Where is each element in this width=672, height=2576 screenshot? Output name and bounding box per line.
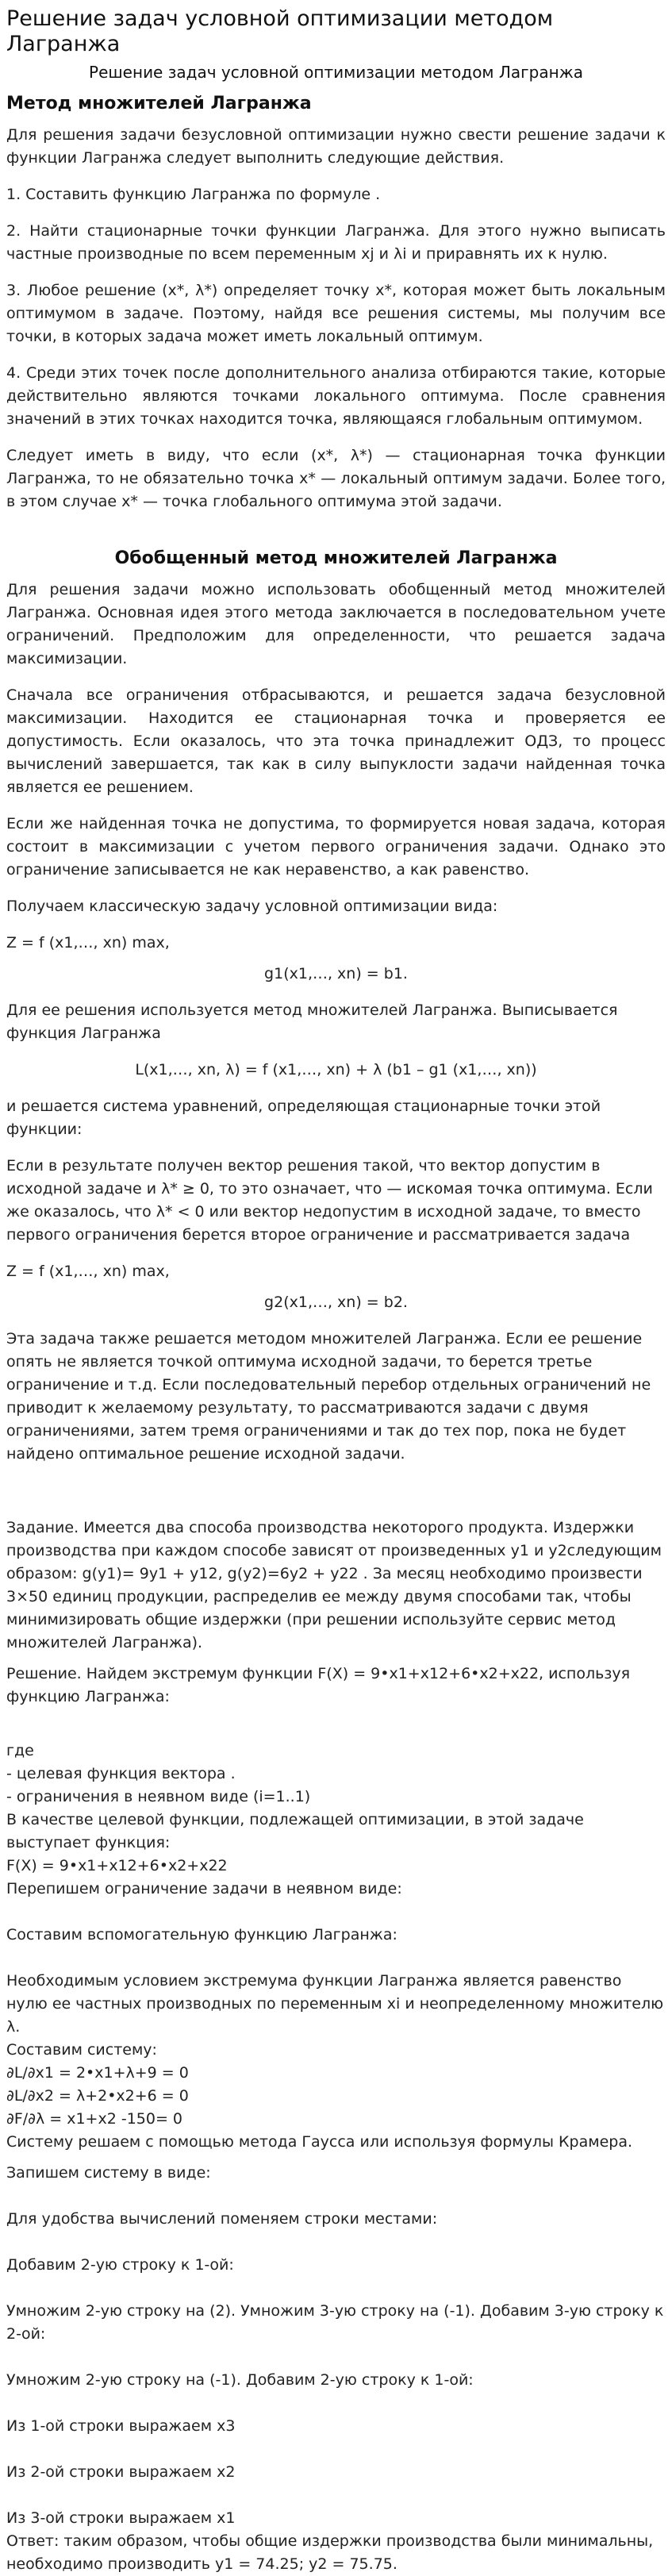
step-line: Умножим 2-ую строку на (-1). Добавим 2-ую строку к 1-ой:	[6, 2371, 474, 2389]
text-line: F(X) = 9•x1+x12+6•x2+x22	[6, 1857, 228, 1874]
formula: Z = f (x1,…, xn) max,	[6, 934, 170, 952]
paragraph: Для решения задачи безусловной оптимизации нужно свести решение задачи к функции Лагранжа следует выполнить следующие действия.	[6, 126, 666, 167]
page-subtitle: Решение задач условной оптимизации методом Лагранжа	[89, 63, 583, 82]
solution-intro: Решение. Найдем экстремум функции F(X) = 9•x1+x12+6•x2+x22, используя функцию Лагранжа:	[6, 1665, 631, 1705]
formula: g1(x1,…, xn) = b1.	[264, 965, 408, 982]
paragraph: Получаем классическую задачу условной оптимизации вида:	[6, 898, 498, 915]
paragraph: Для решения задачи можно использовать обобщенный метод множителей Лагранжа. Основная идея этого метода заключается в последовательном учете ограничений. Предположим для определенности, что решается задача максимизации.	[6, 581, 666, 667]
step-line: Умножим 2-ую строку на (2). Умножим 3-ую строку на (-1). Добавим 3-ую строку к 2-ой:	[6, 2302, 664, 2343]
step-line: Из 2-ой строки выражаем x2	[6, 2463, 236, 2481]
step-1: 1. Составить функцию Лагранжа по формуле .	[6, 186, 381, 203]
equation: ∂L/∂x1 = 2•x1+λ+9 = 0	[6, 2064, 189, 2082]
equation: ∂L/∂x2 = λ+2•x2+6 = 0	[6, 2087, 189, 2105]
text-line: - целевая функция вектора .	[6, 1765, 236, 1782]
text-line: Перепишем ограничение задачи в неявном виде:	[6, 1880, 402, 1897]
equation: ∂F/∂λ = x1+x2 -150= 0	[6, 2110, 183, 2128]
answer: Ответ: таким образом, чтобы общие издержки производства были минимальны, необходимо производить y1 = 74.25; y2 = 75.75.	[6, 2532, 654, 2573]
text-line: - ограничения в неявном виде (i=1..1)	[6, 1788, 311, 1805]
step-line: Запишем систему в виде:	[6, 2164, 211, 2182]
section-heading-generalized: Обобщенный метод множителей Лагранжа	[114, 548, 558, 568]
paragraph: Для ее решения используется метод множителей Лагранжа. Выписывается функция Лагранжа	[6, 1002, 618, 1042]
paragraph: Если в результате получен вектор решения такой, что вектор допустим в исходной задаче и λ* ≥ 0, то это означает, что — искомая точка оптимума. Если же оказалось, что λ* < 0 или вектор недопустим в исходной задаче, то вместо первого ограничения берется второе ограничение и рассматривается задача	[6, 1157, 653, 1244]
paragraph: Если же найденная точка не допустима, то формируется новая задача, которая состоит в максимизации с учетом первого ограничения задачи. Однако это ограничение записывается не как неравенство, а как равенство.	[6, 815, 666, 879]
text-line: Составим вспомогательную функцию Лагранжа:	[6, 1926, 397, 1944]
paragraph: и решается система уравнений, определяющая стационарные точки этой функции:	[6, 1098, 601, 1138]
step-line: Из 3-ой строки выражаем x1	[6, 2509, 236, 2527]
text-line: где	[6, 1742, 34, 1759]
document	[0, 6, 672, 2576]
text-line: Составим систему:	[6, 2041, 157, 2059]
step-3: 3. Любое решение (x*, λ*) определяет точку x*, которая может быть локальным оптимумом в задаче. Поэтому, найдя все решения системы, мы получим все точки, в которых задача может иметь локальный оптимум.	[6, 282, 666, 345]
text-line: Необходимым условием экстремума функции Лагранжа является равенство нулю ее частных производных по переменным xi и неопределенному множителю λ.	[6, 1972, 664, 2036]
step-line: Из 1-ой строки выражаем x3	[6, 2417, 236, 2435]
step-4: 4. Среди этих точек после дополнительного анализа отбираются такие, которые действительно являются точками локального оптимума. После сравнения значений в этих точках находится точка, являющаяся глобальным оптимумом.	[6, 364, 666, 428]
text-line: Систему решаем с помощью метода Гаусса или используя формулы Крамера.	[6, 2133, 633, 2151]
paragraph: Следует иметь в виду, что если (x*, λ*) — стационарная точка функции Лагранжа, то не обязательно точка x* — локальный оптимум задачи. Более того, в этом случае x* — точка глобального оптимума этой задачи.	[6, 447, 666, 510]
step-line: Добавим 2-ую строку к 1-ой:	[6, 2256, 234, 2274]
task-statement: Задание. Имеется два способа производства некоторого продукта. Издержки производства при каждом способе зависят от произведенных y1 и y2следующим образом: g(y1)= 9y1 + y12, g(y2)=6y2 + y22 . За месяц необходимо произвести 3×50 единиц продукции, распределив ее между двумя способами так, чтобы минимизировать общие издержки (при решении используйте сервис метод множителей Лагранжа).	[6, 1519, 662, 1651]
step-line: Для удобства вычислений поменяем строки местами:	[6, 2210, 438, 2228]
formula: L(x1,…, xn, λ) = f (x1,…, xn) + λ (b1 – g1 (x1,…, xn))	[135, 1061, 537, 1078]
step-2: 2. Найти стационарные точки функции Лагранжа. Для этого нужно выписать частные производные по всем переменным xj и λi и приравнять их к нулю.	[6, 222, 666, 263]
page-title: Решение задач условной оптимизации методом Лагранжа	[6, 6, 554, 56]
section-heading-lagrange: Метод множителей Лагранжа	[6, 94, 312, 113]
formula: g2(x1,…, xn) = b2.	[264, 1294, 408, 1311]
paragraph: Эта задача также решается методом множителей Лагранжа. Если ее решение опять не является точкой оптимума исходной задачи, то берется третье ограничение и т.д. Если последовательный перебор отдельных ограничений не приводит к желаемому результату, то рассматриваются задачи с двумя ограничениями, затем тремя ограничениями и так до тех пор, пока не будет найдено оптимальное решение исходной задачи.	[6, 1330, 651, 1463]
formula: Z = f (x1,…, xn) max,	[6, 1263, 170, 1280]
paragraph: Сначала все ограничения отбрасываются, и решается задача безусловной максимизации. Находится ее стационарная точка и проверяется ее допустимость. Если оказалось, что эта точка принадлежит ОДЗ, то процесс вычислений завершается, так как в силу выпуклости задачи найденная точка является ее решением.	[6, 686, 666, 796]
text-line: В качестве целевой функции, подлежащей оптимизации, в этой задаче выступает функция:	[6, 1811, 584, 1851]
